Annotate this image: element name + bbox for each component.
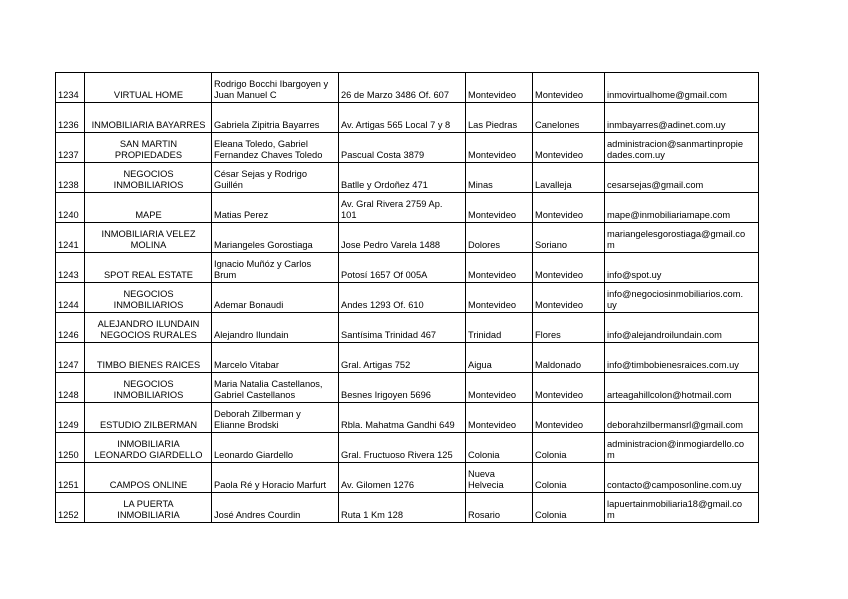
cell-address: Batlle y Ordoñez 471 — [339, 163, 466, 193]
cell-city: Montevideo — [466, 253, 533, 283]
cell-agency-name: SAN MARTIN PROPIEDADES — [85, 133, 212, 163]
cell-city: Las Piedras — [466, 103, 533, 133]
cell-email: info@spot.uy — [605, 253, 759, 283]
cell-contact: José Andres Courdin — [212, 493, 339, 523]
cell-id: 1247 — [56, 343, 85, 373]
cell-contact: Rodrigo Bocchi Ibargoyen y Juan Manuel C — [212, 73, 339, 103]
cell-id: 1241 — [56, 223, 85, 253]
table-row — [56, 193, 759, 223]
cell-agency-name: VIRTUAL HOME — [85, 73, 212, 103]
cell-contact: Ignacio Muñóz y Carlos Brum — [212, 253, 339, 283]
table-row — [56, 343, 759, 373]
cell-contact: Maria Natalia Castellanos, Gabriel Castellanos — [212, 373, 339, 403]
cell-email: administracion@sanmartinpropie dades.com.uy — [605, 133, 759, 163]
cell-id: 1240 — [56, 193, 85, 223]
cell-agency-name: CAMPOS ONLINE — [85, 463, 212, 493]
cell-city: Nueva Helvecia — [466, 463, 533, 493]
cell-email: deborahzilbermansrl@gmail.com — [605, 403, 759, 433]
cell-id: 1252 — [56, 493, 85, 523]
cell-department: Canelones — [533, 103, 605, 133]
cell-city: Montevideo — [466, 73, 533, 103]
cell-city: Trinidad — [466, 313, 533, 343]
cell-address: Gral. Fructuoso Rivera 125 — [339, 433, 466, 463]
table-row — [56, 253, 759, 283]
cell-address: Ruta 1 Km 128 — [339, 493, 466, 523]
cell-department: Lavalleja — [533, 163, 605, 193]
cell-agency-name: LA PUERTA INMOBILIARIA — [85, 493, 212, 523]
table-row — [56, 433, 759, 463]
cell-agency-name: MAPE — [85, 193, 212, 223]
cell-id: 1251 — [56, 463, 85, 493]
cell-agency-name: INMOBILIARIA LEONARDO GIARDELLO — [85, 433, 212, 463]
cell-address: Gral. Artigas 752 — [339, 343, 466, 373]
cell-agency-name: ESTUDIO ZILBERMAN — [85, 403, 212, 433]
cell-agency-name: NEGOCIOS INMOBILIARIOS — [85, 163, 212, 193]
table-row — [56, 73, 759, 103]
cell-contact: Deborah Zilberman y Elianne Brodski — [212, 403, 339, 433]
cell-city: Dolores — [466, 223, 533, 253]
cell-contact: Paola Ré y Horacio Marfurt — [212, 463, 339, 493]
cell-address: Pascual Costa 3879 — [339, 133, 466, 163]
cell-email: mariangelesgorostiaga@gmail.co m — [605, 223, 759, 253]
table-row — [56, 313, 759, 343]
cell-city: Montevideo — [466, 133, 533, 163]
cell-agency-name: TIMBO BIENES RAICES — [85, 343, 212, 373]
cell-id: 1243 — [56, 253, 85, 283]
cell-contact: Gabriela Zipitria Bayarres — [212, 103, 339, 133]
cell-email: inmbayarres@adinet.com.uy — [605, 103, 759, 133]
registry-body — [56, 73, 759, 523]
cell-department: Maldonado — [533, 343, 605, 373]
cell-city: Montevideo — [466, 283, 533, 313]
cell-address: Av. Artigas 565 Local 7 y 8 — [339, 103, 466, 133]
cell-email: cesarsejas@gmail.com — [605, 163, 759, 193]
cell-email: mape@inmobiliariamape.com — [605, 193, 759, 223]
cell-department: Montevideo — [533, 193, 605, 223]
real-estate-registry-table — [55, 72, 759, 523]
table-row — [56, 223, 759, 253]
table-row — [56, 403, 759, 433]
cell-address: Santísima Trinidad 467 — [339, 313, 466, 343]
cell-email: lapuertainmobiliaria18@gmail.co m — [605, 493, 759, 523]
cell-id: 1250 — [56, 433, 85, 463]
cell-city: Minas — [466, 163, 533, 193]
cell-city: Montevideo — [466, 193, 533, 223]
cell-id: 1249 — [56, 403, 85, 433]
cell-department: Montevideo — [533, 133, 605, 163]
cell-id: 1238 — [56, 163, 85, 193]
cell-email: inmovirtualhome@gmail.com — [605, 73, 759, 103]
table-row — [56, 103, 759, 133]
table-row — [56, 133, 759, 163]
cell-contact: Ademar Bonaudi — [212, 283, 339, 313]
cell-email: arteagahillcolon@hotmail.com — [605, 373, 759, 403]
cell-address: Besnes Irigoyen 5696 — [339, 373, 466, 403]
cell-agency-name: NEGOCIOS INMOBILIARIOS — [85, 283, 212, 313]
cell-email: contacto@camposonline.com.uy — [605, 463, 759, 493]
cell-department: Flores — [533, 313, 605, 343]
cell-address: Av. Gral Rivera 2759 Ap. 101 — [339, 193, 466, 223]
cell-email: info@timbobienesraices.com.uy — [605, 343, 759, 373]
cell-address: Jose Pedro Varela 1488 — [339, 223, 466, 253]
cell-city: Montevideo — [466, 373, 533, 403]
cell-department: Montevideo — [533, 373, 605, 403]
cell-contact: Alejandro Ilundain — [212, 313, 339, 343]
cell-city: Montevideo — [466, 403, 533, 433]
cell-id: 1248 — [56, 373, 85, 403]
table-row — [56, 373, 759, 403]
cell-department: Montevideo — [533, 253, 605, 283]
cell-contact: Eleana Toledo, Gabriel Fernandez Chaves Toledo — [212, 133, 339, 163]
cell-contact: Matias Perez — [212, 193, 339, 223]
cell-id: 1236 — [56, 103, 85, 133]
cell-department: Colonia — [533, 463, 605, 493]
cell-contact: Mariangeles Gorostiaga — [212, 223, 339, 253]
cell-city: Rosario — [466, 493, 533, 523]
cell-department: Montevideo — [533, 403, 605, 433]
cell-address: Av. Gilomen 1276 — [339, 463, 466, 493]
table-row — [56, 493, 759, 523]
cell-id: 1237 — [56, 133, 85, 163]
cell-department: Soriano — [533, 223, 605, 253]
table-row — [56, 283, 759, 313]
cell-city: Colonia — [466, 433, 533, 463]
table-row — [56, 463, 759, 493]
cell-agency-name: SPOT REAL ESTATE — [85, 253, 212, 283]
cell-id: 1234 — [56, 73, 85, 103]
cell-id: 1244 — [56, 283, 85, 313]
table-row — [56, 163, 759, 193]
cell-contact: Leonardo Giardello — [212, 433, 339, 463]
cell-contact: César Sejas y Rodrigo Guillén — [212, 163, 339, 193]
cell-email: administracion@inmogiardello.co m — [605, 433, 759, 463]
cell-address: Rbla. Mahatma Gandhi 649 — [339, 403, 466, 433]
cell-department: Montevideo — [533, 283, 605, 313]
cell-address: Potosí 1657 Of 005A — [339, 253, 466, 283]
cell-agency-name: INMOBILIARIA BAYARRES — [85, 103, 212, 133]
cell-agency-name: INMOBILIARIA VELEZ MOLINA — [85, 223, 212, 253]
cell-city: Aigua — [466, 343, 533, 373]
cell-department: Colonia — [533, 433, 605, 463]
cell-email: info@alejandroilundain.com — [605, 313, 759, 343]
cell-department: Colonia — [533, 493, 605, 523]
cell-address: 26 de Marzo 3486 Of. 607 — [339, 73, 466, 103]
cell-department: Montevideo — [533, 73, 605, 103]
cell-address: Andes 1293 Of. 610 — [339, 283, 466, 313]
cell-contact: Marcelo Vitabar — [212, 343, 339, 373]
cell-email: info@negociosinmobiliarios.com. uy — [605, 283, 759, 313]
cell-agency-name: NEGOCIOS INMOBILIARIOS — [85, 373, 212, 403]
cell-id: 1246 — [56, 313, 85, 343]
cell-agency-name: ALEJANDRO ILUNDAIN NEGOCIOS RURALES — [85, 313, 212, 343]
